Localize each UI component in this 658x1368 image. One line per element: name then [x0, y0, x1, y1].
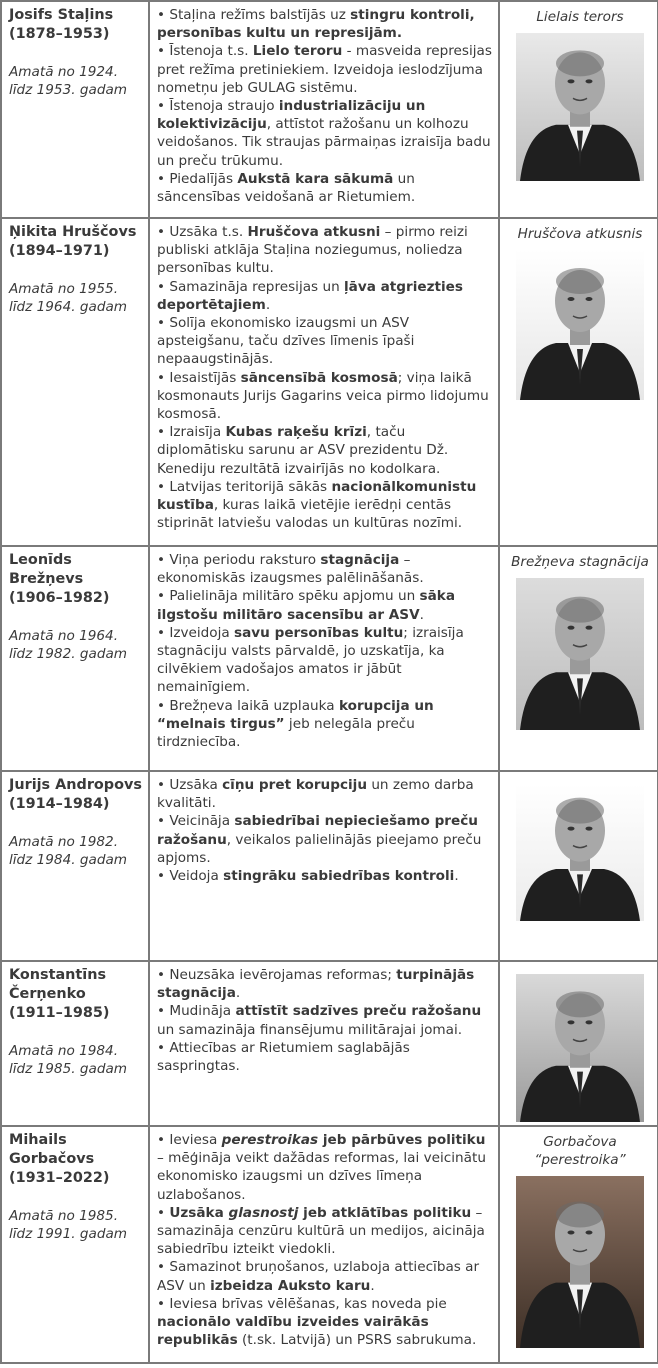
- bold-text: stingrāku sabiedrības kontroli: [223, 868, 455, 885]
- photo-cell: [499, 771, 658, 961]
- leader-cell: [1, 771, 149, 961]
- term-line: Amatā no 1985.: [9, 1208, 119, 1224]
- term-line: līdz 1984. gadam: [9, 852, 128, 868]
- leader-cell: [1, 218, 149, 546]
- table-row: [1, 218, 658, 546]
- text-run: un samazināja finansējumu militārajai jomai.: [157, 1021, 463, 1038]
- text-run: • Palielināja militāro spēku apjomu un: [157, 588, 420, 605]
- text-run: – ekonomiskās izaugsmes palēlināšanās.: [157, 552, 424, 587]
- leader-name: Mihails Gorbačovs: [9, 1132, 95, 1167]
- photo-cell: [499, 961, 658, 1126]
- term-of-office: [9, 833, 142, 869]
- portrait-photo: [516, 578, 644, 730]
- bold-text: Kubas raķešu krīzi: [225, 424, 367, 441]
- text-run: • Mudināja: [157, 1003, 236, 1020]
- portrait-photo: [516, 784, 644, 921]
- term-line: Amatā no 1982.: [9, 834, 119, 850]
- bold-text: sāka ilgstošu militāro sacensību ar ASV: [157, 588, 455, 623]
- text-run: • Brežņeva laikā uzplauka: [157, 697, 339, 714]
- bullet-point: [157, 587, 494, 623]
- bold-text: stagnācija: [320, 552, 400, 568]
- leader-portrait: [516, 784, 644, 921]
- bullet-point: [157, 776, 494, 812]
- bold-text: korupcija un “melnais tirgus”: [157, 697, 434, 732]
- bullet-point: [157, 170, 494, 206]
- text-run: • Samazināja represijas un: [157, 278, 345, 295]
- text-run: un zemo darba kvalitāti.: [157, 777, 474, 812]
- bullet-point: [157, 42, 494, 97]
- bold-text: Hruščova atkusni: [247, 224, 381, 240]
- bold-text: Uzsāka: [169, 1204, 229, 1221]
- text-run: • Ieviesa: [157, 1132, 222, 1148]
- text-run: • Latvijas teritorijā sākās: [157, 478, 332, 495]
- bold-text: Aukstā kara sākumā: [237, 170, 394, 187]
- bold-text: turpinājās stagnācija: [157, 967, 475, 1002]
- bold-text: izbeidza Auksto karu: [210, 1277, 371, 1294]
- caption-line: Brežņeva stagnācija: [511, 554, 649, 570]
- text-run: .: [419, 606, 424, 623]
- bold-text: jeb atklātības politiku: [298, 1204, 472, 1221]
- term-of-office: [9, 63, 142, 99]
- description-cell: [149, 546, 499, 771]
- bullet-point: [157, 6, 494, 42]
- bold-text: ļāva atgriezties deportētajiem: [157, 278, 463, 313]
- leader-portrait: [516, 33, 644, 181]
- caption-line: Lielais terors: [536, 9, 624, 25]
- leader-name: (1906–1982): [9, 590, 110, 606]
- bullet-point: [157, 278, 494, 314]
- text-run: (t.sk. Latvijā) un PSRS sabrukuma.: [237, 1332, 477, 1349]
- text-run: ; viņa laikā kosmonauts Jurijs Gagarins veica pirmo lidojumu kosmosā.: [157, 369, 489, 423]
- text-run: • Īstenoja t.s.: [157, 43, 253, 60]
- description-cell: [149, 1, 499, 218]
- caption-line: Gorbačova: [543, 1134, 617, 1150]
- text-run: • Solīja ekonomisko izaugsmi un ASV apsteigšanu, taču dzīves līmenis īpaši nepaaugstinājās.: [157, 315, 415, 368]
- caption-line: “perestroika”: [534, 1152, 626, 1168]
- term-line: Amatā no 1964.: [9, 628, 119, 644]
- text-run: • Piedalījās: [157, 170, 238, 187]
- photo-cell: [499, 1126, 658, 1363]
- term-line: Amatā no 1984.: [9, 1043, 119, 1059]
- text-run: • Samazinot bruņošanos, uzlaboja attiecības ar ASV un: [157, 1259, 480, 1294]
- text-run: • Attiecības ar Rietumiem saglabājās saspringtas.: [157, 1039, 410, 1075]
- text-run: • Īstenoja straujo: [157, 98, 279, 115]
- text-run: • Viņa periodu raksturo: [157, 552, 321, 568]
- bold-text: jeb pārbūves politiku: [318, 1132, 486, 1148]
- bold-text: attīstīt sadzīves preču ražošanu: [235, 1003, 482, 1020]
- bullet-point: [157, 1204, 494, 1259]
- text-run: .: [370, 1277, 375, 1294]
- leader-name: Josifs Staļins: [9, 7, 114, 23]
- text-run: , veikalos palielinājās pieejamo preču apjoms.: [157, 831, 482, 866]
- text-run: , kuras laikā vietējie ierēdņi centās stiprināt latviešu valodas un kultūras nozīmi.: [157, 497, 463, 532]
- leader-portrait: [516, 578, 644, 730]
- photo-cell: [499, 218, 658, 546]
- term-of-office: [9, 627, 142, 663]
- bold-text: cīņu pret korupciju: [222, 777, 367, 793]
- bold-text: nacionālkomunistu kustība: [157, 478, 477, 514]
- caption-line: Hruščova atkusnis: [517, 226, 643, 242]
- leader-name: Ņikita Hruščovs: [9, 224, 137, 240]
- bold-text: Lielo teroru: [252, 43, 343, 60]
- bullet-point: [157, 812, 494, 867]
- photo-caption: [510, 553, 650, 571]
- text-run: – samazināja cenzūru kultūrā un medijos, aicināja sabiedrību izteikt viedokli.: [157, 1204, 485, 1258]
- bullet-point: [157, 966, 494, 1002]
- bullet-point: [157, 1258, 494, 1294]
- leader-cell: [1, 1, 149, 218]
- bullet-point: [157, 478, 494, 533]
- text-run: •: [157, 1204, 170, 1221]
- bold-text: nacionālo valdību izveides vairākās republikās: [157, 1314, 429, 1349]
- text-run: • Veicināja: [157, 813, 235, 830]
- leader-name: Čerņenko: [9, 986, 86, 1002]
- table-row: [1, 546, 658, 771]
- bullet-point: [157, 369, 494, 424]
- text-run: .: [265, 296, 271, 313]
- bullet-point: [157, 97, 494, 170]
- bullet-point: [157, 867, 494, 885]
- leader-name: Konstantīns: [9, 967, 107, 983]
- leader-name: Leonīds Brežņevs: [9, 552, 84, 587]
- bold-text: sabiedrībai nepieciešamo preču ražošanu: [157, 813, 478, 848]
- leader-name: (1914–1984): [9, 796, 110, 812]
- bullet-point: [157, 697, 494, 752]
- text-run: • Ieviesa brīvas vēlēšanas, kas noveda pie: [157, 1295, 447, 1312]
- bullet-point: [157, 1131, 494, 1204]
- leader-name: (1894–1971): [9, 243, 110, 259]
- leader-name: (1931–2022): [9, 1170, 110, 1186]
- leader-cell: [1, 546, 149, 771]
- table-row: [1, 1, 658, 218]
- bold-text: industrializāciju un kolektivizāciju: [157, 98, 426, 133]
- text-run: • Izveidoja: [157, 624, 235, 641]
- text-run: , taču diplomātisku sarunu ar ASV prezidentu Dž. Kenediju rezultātā izvairījās no kodolkara.: [157, 424, 449, 477]
- term-line: līdz 1982. gadam: [9, 646, 128, 662]
- text-run: • Veidoja: [157, 868, 224, 885]
- text-run: – mēģināja veikt dažādas reformas, lai veicinātu ekonomisko izaugsmi un dzīves līmeņa uzlabošanos.: [157, 1150, 486, 1203]
- portrait-photo: [516, 974, 644, 1122]
- description-cell: [149, 1126, 499, 1363]
- description-cell: [149, 218, 499, 546]
- leader-name: (1878–1953): [9, 26, 110, 42]
- term-line: līdz 1964. gadam: [9, 299, 128, 315]
- term-of-office: [9, 1207, 142, 1243]
- bold-text: sāncensībā kosmosā: [240, 369, 398, 386]
- bullet-point: [157, 624, 494, 697]
- bold-text: savu personības kultu: [234, 624, 404, 641]
- bullet-point: [157, 223, 494, 278]
- photo-caption: [510, 1133, 650, 1169]
- photo-caption: [510, 225, 650, 243]
- text-run: jeb nelegāla preču tirdzniecība.: [157, 715, 415, 751]
- term-line: Amatā no 1955.: [9, 281, 119, 297]
- bullet-point: [157, 423, 494, 478]
- leader-cell: [1, 1126, 149, 1363]
- bullet-point: [157, 314, 494, 369]
- portrait-photo: [516, 250, 644, 400]
- text-run: .: [235, 985, 241, 1002]
- text-run: , attīstot ražošanu un kolhozu veidošanos. Tik straujas pārmaiņas izraisīja badu un preču trūkumu.: [157, 116, 491, 169]
- leader-cell: [1, 961, 149, 1126]
- text-run: • Neuzsāka ievērojamas reformas;: [157, 967, 397, 983]
- text-run: • Staļina režīms balstījās uz: [157, 7, 351, 23]
- text-run: • Iesaistījās: [157, 369, 241, 386]
- bullet-point: [157, 551, 494, 587]
- leader-portrait: [516, 250, 644, 400]
- text-run: un sāncensības veidošanā ar Rietumiem.: [157, 170, 416, 206]
- text-run: - masveida represijas pret režīma pretiniekiem. Izveidoja ieslodzījuma nometņu jeb GULAG sistēmu.: [157, 43, 492, 96]
- description-cell: [149, 961, 499, 1126]
- term-line: līdz 1953. gadam: [9, 82, 128, 98]
- text-run: ; izraisīja stagnāciju valsts pārvaldē, jo uzskatīja, ka cilvēkiem vadošajos amatos ir jābūt nemainīgiem.: [157, 624, 464, 696]
- text-run: • Uzsāka t.s.: [157, 224, 248, 240]
- term-line: Amatā no 1924.: [9, 64, 119, 80]
- photo-caption: [510, 8, 650, 26]
- term-of-office: [9, 280, 142, 316]
- term-line: līdz 1985. gadam: [9, 1061, 128, 1077]
- text-run: – pirmo reizi publiski atklāja Staļina noziegumus, noliedza personības kultu.: [157, 224, 468, 277]
- leader-portrait: [516, 974, 644, 1122]
- leader-name: (1911–1985): [9, 1005, 110, 1021]
- term-of-office: [9, 1042, 142, 1078]
- table-row: [1, 1126, 658, 1363]
- photo-cell: [499, 1, 658, 218]
- table-row: [1, 961, 658, 1126]
- text-run: • Uzsāka: [157, 777, 223, 793]
- photo-cell: [499, 546, 658, 771]
- portrait-photo: [516, 33, 644, 181]
- bold-text: perestroikas: [221, 1132, 319, 1148]
- bullet-point: [157, 1039, 494, 1075]
- text-run: • Izraisīja: [157, 424, 226, 441]
- table-row: [1, 771, 658, 961]
- portrait-photo: [516, 1176, 644, 1348]
- bold-text: glasnostj: [228, 1204, 299, 1221]
- bullet-point: [157, 1002, 494, 1038]
- bold-text: stingru kontroli, personības kultu un represijām.: [157, 7, 475, 42]
- term-line: līdz 1991. gadam: [9, 1226, 128, 1242]
- text-run: .: [454, 868, 459, 885]
- bullet-point: [157, 1295, 494, 1350]
- description-cell: [149, 771, 499, 961]
- leader-portrait: [516, 1176, 644, 1348]
- leader-name: Jurijs Andropovs: [9, 777, 142, 793]
